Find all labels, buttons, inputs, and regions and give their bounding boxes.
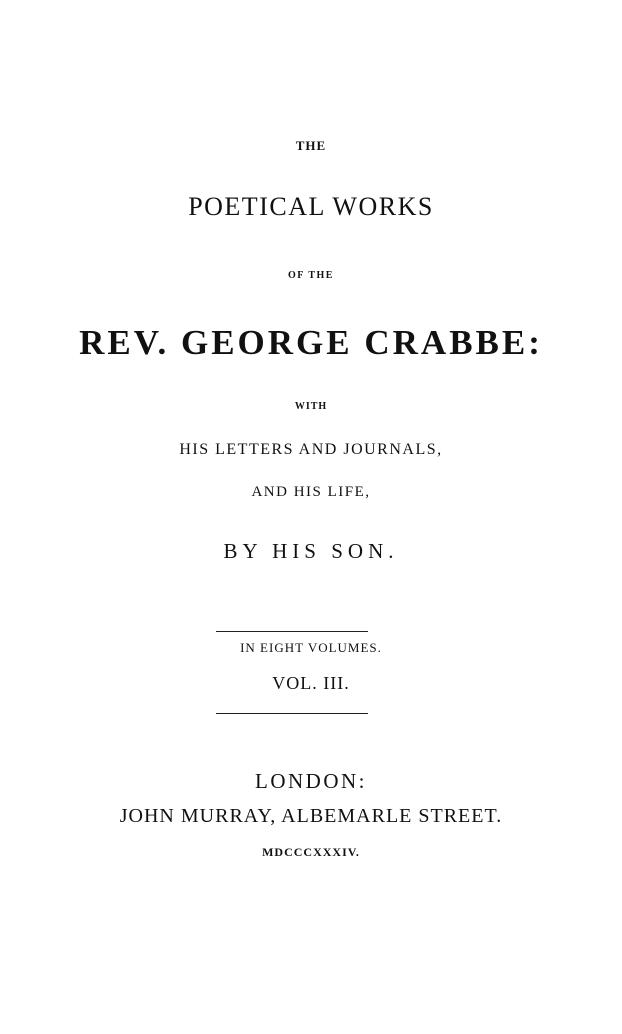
with-line: WITH <box>294 401 328 412</box>
volume-number: VOL. III. <box>272 673 350 693</box>
by-son-line: BY HIS SON. <box>223 539 399 563</box>
life-line: AND HIS LIFE, <box>251 484 371 500</box>
of-the-line: OF THE <box>288 270 334 281</box>
letters-line: HIS LETTERS AND JOURNALS, <box>179 441 443 458</box>
imprint-publisher: JOHN MURRAY, ALBEMARLE STREET. <box>119 805 503 827</box>
author-name: REV. GEORGE CRABBE: <box>79 323 543 362</box>
work-title: POETICAL WORKS <box>188 192 434 221</box>
volumes-count: IN EIGHT VOLUMES. <box>240 640 382 655</box>
divider-rule-top <box>216 631 368 632</box>
divider-rule-bottom <box>216 713 368 714</box>
imprint-date: MDCCCXXXIV. <box>262 845 360 859</box>
title-article: THE <box>295 138 327 153</box>
imprint-city: LONDON: <box>255 769 367 793</box>
